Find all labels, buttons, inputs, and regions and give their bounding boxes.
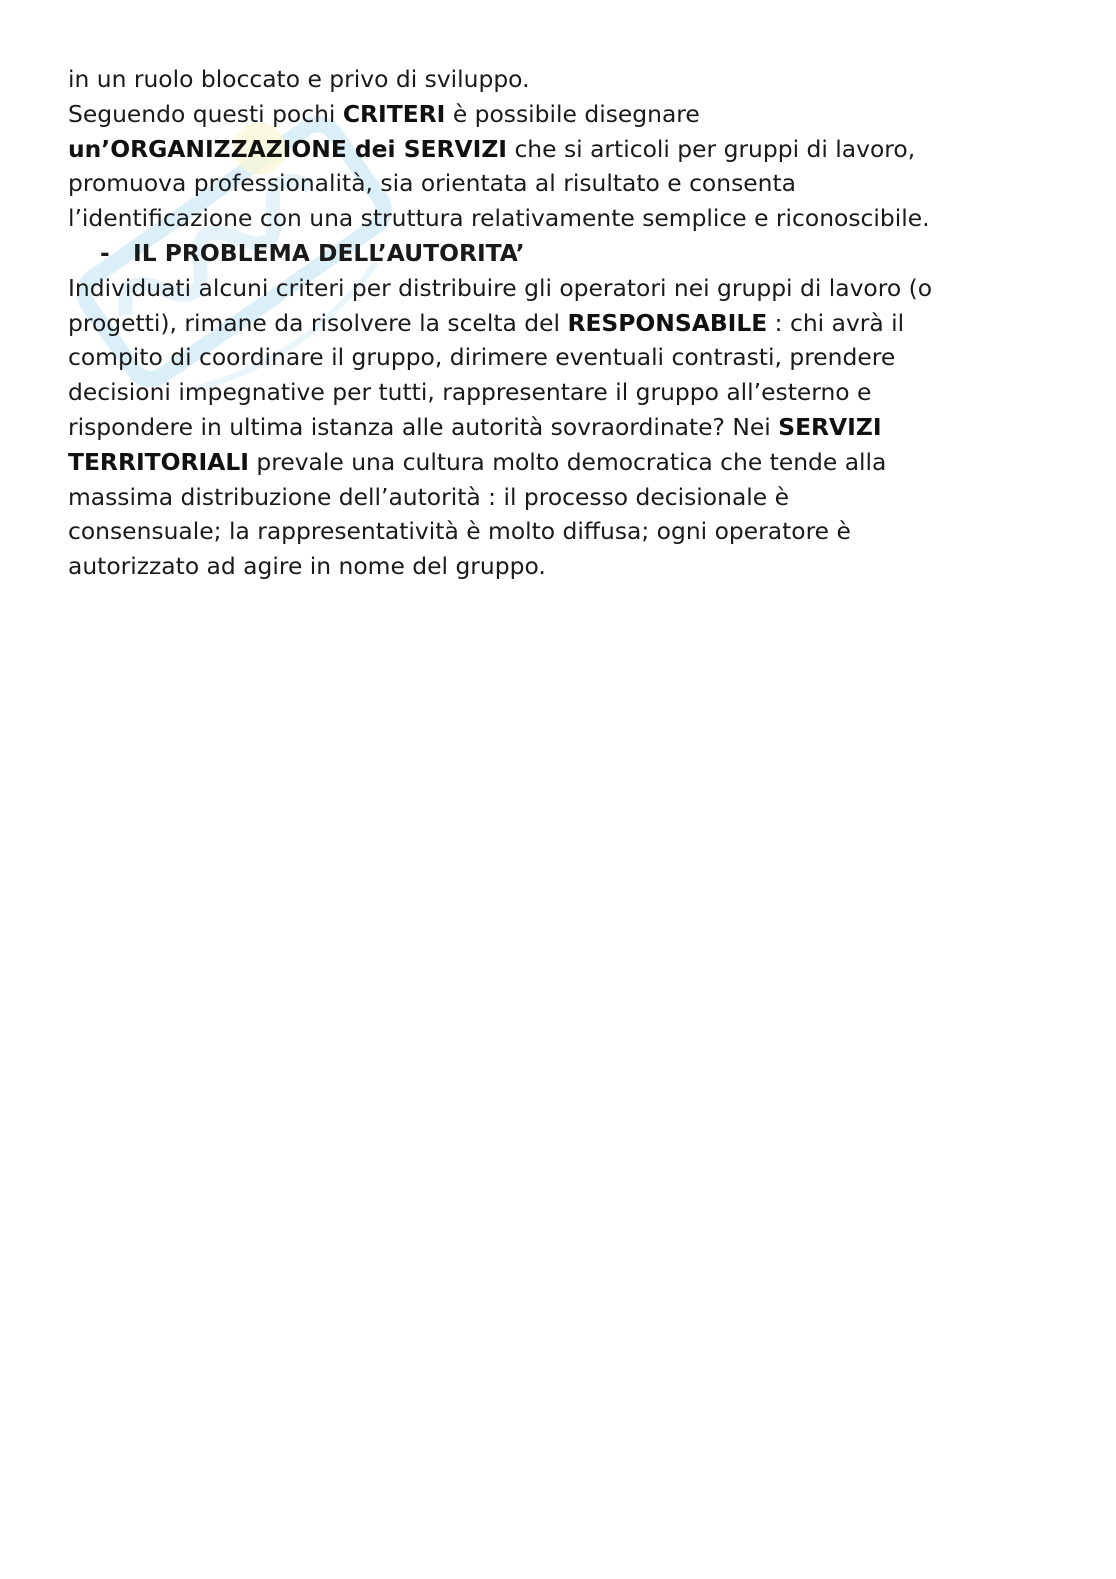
text-line: un’ORGANIZZAZIONE dei SERVIZI che si articoli per gruppi di lavoro, — [68, 134, 916, 163]
document-body — [68, 62, 1058, 584]
bold-term-territoriali: TERRITORIALI — [68, 447, 249, 476]
text-line: promuova professionalità, sia orientata al risultato e consenta — [68, 169, 796, 198]
bullet-dash: - — [100, 238, 110, 267]
text-line: in un ruolo bloccato e privo di sviluppo. — [68, 65, 530, 93]
text-line: compito di coordinare il gruppo, dirimere eventuali contrasti, prendere — [68, 343, 896, 372]
paragraph-responsabile — [68, 271, 1058, 584]
text-line: Seguendo questi pochi CRITERI è possibile disegnare — [68, 99, 700, 128]
section-heading-text: IL PROBLEMA DELL’AUTORITA’ — [133, 238, 525, 267]
paragraph-organizzazione — [68, 62, 1058, 236]
text-line: rispondere in ultima istanza alle autorità sovraordinate? Nei SERVIZI — [68, 412, 882, 441]
section-heading-autorita — [68, 236, 1058, 271]
text-line: l’identificazione con una struttura relativamente semplice e riconoscibile. — [68, 204, 930, 233]
text-line: Individuati alcuni criteri per distribuire gli operatori nei gruppi di lavoro (o — [68, 273, 933, 302]
text-line: TERRITORIALI prevale una cultura molto democratica che tende alla — [68, 447, 887, 476]
text-line: decisioni impegnative per tutti, rappresentare il gruppo all’esterno e — [68, 378, 872, 407]
text-line: autorizzato ad agire in nome del gruppo. — [68, 552, 546, 581]
text-line: massima distribuzione dell’autorità : il processo decisionale è — [68, 482, 789, 511]
bold-term-criteri: CRITERI — [342, 99, 446, 128]
text-line: consensuale; la rappresentatività è molto diffusa; ogni operatore è — [68, 517, 851, 546]
bold-term-organizzazione: un’ORGANIZZAZIONE dei SERVIZI — [68, 134, 508, 163]
text-line: progetti), rimane da risolvere la scelta del RESPONSABILE : chi avrà il — [68, 308, 905, 337]
bold-term-responsabile: RESPONSABILE — [567, 308, 768, 337]
bold-term-servizi: SERVIZI — [778, 412, 882, 441]
